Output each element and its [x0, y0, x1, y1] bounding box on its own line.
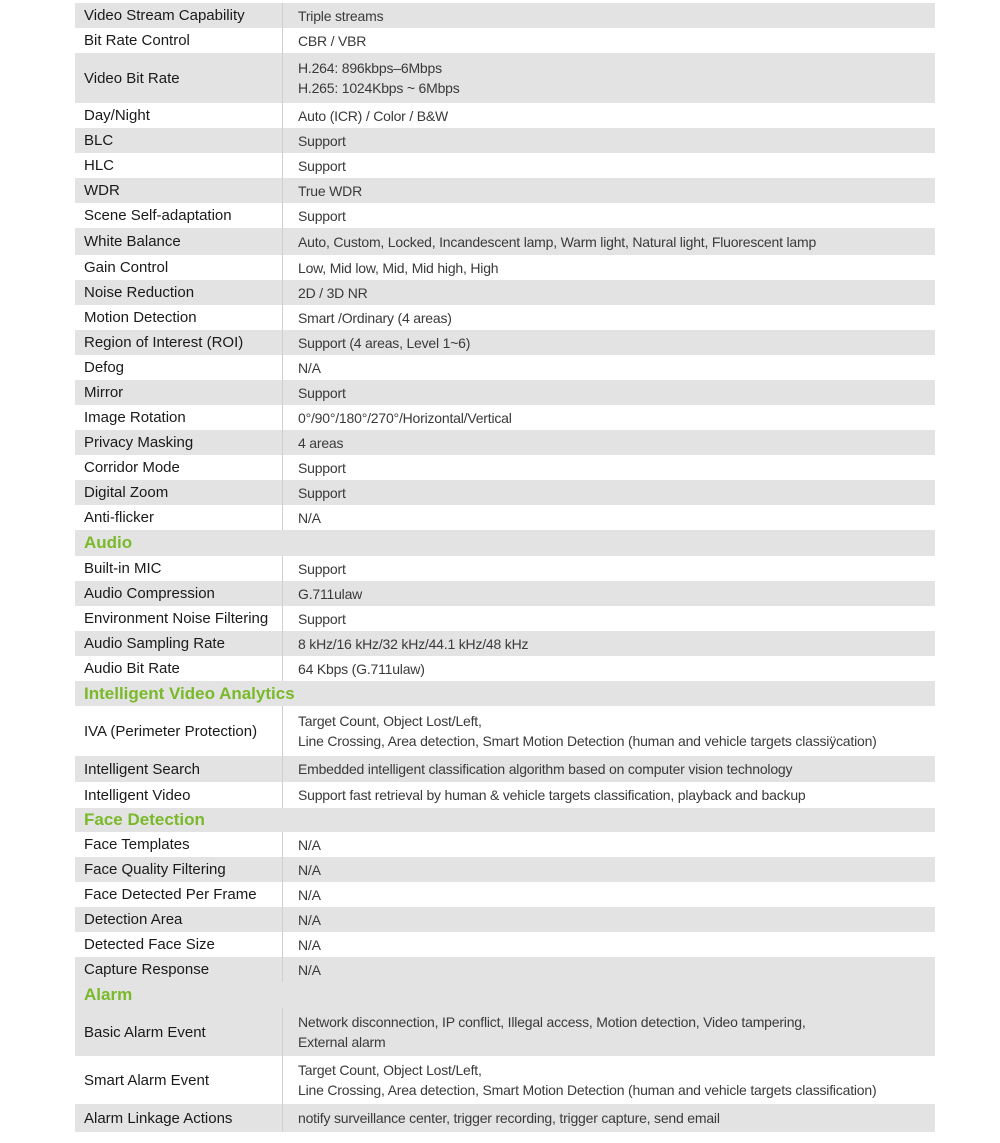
spec-value-line: N/A [298, 509, 321, 526]
spec-value [283, 581, 935, 606]
spec-value [283, 53, 935, 103]
spec-value [283, 706, 935, 756]
spec-label: HLC [75, 153, 283, 178]
section-header [75, 808, 935, 832]
spec-label: Privacy Masking [75, 430, 283, 455]
spec-label: Noise Reduction [75, 280, 283, 305]
spec-value [283, 203, 935, 228]
spec-value [283, 228, 935, 255]
spec-value-line: H.265: 1024Kbps ~ 6Mbps [298, 80, 460, 96]
section-header [75, 530, 935, 556]
spec-row [75, 1104, 935, 1132]
spec-label: WDR [75, 178, 283, 203]
spec-row [75, 405, 935, 430]
spec-value [283, 430, 935, 455]
section-header [75, 982, 935, 1008]
spec-label: Anti-flicker [75, 505, 283, 530]
spec-row [75, 455, 935, 480]
spec-row [75, 1056, 935, 1104]
spec-value-line: N/A [298, 359, 321, 376]
spec-label: Region of Interest (ROI) [75, 330, 283, 355]
spec-row [75, 203, 935, 228]
spec-value [283, 782, 935, 808]
spec-row [75, 832, 935, 857]
spec-value-line: G.711ulaw [298, 585, 363, 602]
spec-label: Defog [75, 355, 283, 380]
spec-value-line: Support [298, 610, 346, 627]
spec-label: Face Detected Per Frame [75, 882, 283, 907]
spec-value-line: True WDR [298, 182, 362, 199]
spec-value-line: Target Count, Object Lost/Left, [298, 713, 482, 729]
spec-value [283, 857, 935, 882]
spec-value-line: Auto (ICR) / Color / B&W [298, 107, 449, 124]
spec-value [283, 606, 935, 631]
spec-label: Audio Compression [75, 581, 283, 606]
spec-value-line: notify surveillance center, trigger recording, trigger capture, send email [298, 1110, 720, 1126]
spec-value [283, 380, 935, 405]
spec-row [75, 1008, 935, 1056]
spec-row [75, 103, 935, 128]
spec-value-line: Auto, Custom, Locked, Incandescent lamp, Warm light, Natural light, Fluorescent lamp [298, 233, 817, 250]
section-title: Alarm [84, 985, 133, 1004]
section-title: Audio [84, 533, 133, 552]
spec-value-line: 2D / 3D NR [298, 284, 368, 301]
spec-value [283, 3, 935, 28]
spec-row [75, 305, 935, 330]
spec-value-line: 64 Kbps (G.711ulaw) [298, 660, 425, 677]
spec-row [75, 606, 935, 631]
spec-value-line: N/A [298, 886, 321, 903]
spec-value-line: 8 kHz/16 kHz/32 kHz/44.1 kHz/48 kHz [298, 635, 529, 652]
spec-row [75, 128, 935, 153]
spec-value-line: Support fast retrieval by human & vehicle targets classification, playback and backup [298, 787, 806, 803]
spec-value-line: Network disconnection, IP conflict, Illegal access, Motion detection, Video tampering, [298, 1014, 806, 1030]
spec-label: Intelligent Video [75, 782, 283, 808]
spec-label: Digital Zoom [75, 480, 283, 505]
spec-label: Bit Rate Control [75, 28, 283, 53]
section-title: Intelligent Video Analytics [84, 683, 295, 703]
spec-label: Environment Noise Filtering [75, 606, 283, 631]
spec-value [283, 355, 935, 380]
spec-value [283, 480, 935, 505]
spec-label: Video Bit Rate [75, 53, 283, 103]
spec-value-line: N/A [298, 911, 321, 928]
spec-value-line: Support [298, 157, 346, 174]
spec-value-line: N/A [298, 836, 321, 853]
spec-value [283, 1056, 935, 1104]
spec-label: Gain Control [75, 255, 283, 280]
spec-label: Scene Self-adaptation [75, 203, 283, 228]
spec-value [283, 907, 935, 932]
spec-row [75, 782, 935, 808]
spec-row [75, 153, 935, 178]
spec-row [75, 330, 935, 355]
spec-value [283, 631, 935, 656]
spec-label: Video Stream Capability [75, 3, 283, 28]
spec-value [283, 330, 935, 355]
spec-value-line: Line Crossing, Area detection, Smart Motion Detection (human and vehicle targets classification) [298, 1082, 877, 1098]
spec-row [75, 857, 935, 882]
spec-row [75, 53, 935, 103]
spec-label: Audio Sampling Rate [75, 631, 283, 656]
spec-label: Day/Night [75, 103, 283, 128]
spec-row [75, 255, 935, 280]
spec-value-line: Low, Mid low, Mid, Mid high, High [298, 259, 499, 276]
spec-value-line: Support [298, 459, 346, 476]
spec-value [283, 305, 935, 330]
spec-value-line: Support [298, 132, 346, 149]
spec-value [283, 455, 935, 480]
spec-value-line: H.264: 896kbps–6Mbps [298, 60, 442, 76]
spec-label: Motion Detection [75, 305, 283, 330]
spec-label: Image Rotation [75, 405, 283, 430]
spec-label: BLC [75, 128, 283, 153]
spec-value [283, 1104, 935, 1132]
spec-row [75, 380, 935, 405]
spec-value-line: N/A [298, 861, 321, 878]
spec-value-line: Line Crossing, Area detection, Smart Motion Detection (human and vehicle targets classiÿcation) [298, 733, 877, 749]
spec-row [75, 631, 935, 656]
spec-row [75, 28, 935, 53]
spec-label: White Balance [75, 228, 283, 255]
spec-label: Corridor Mode [75, 455, 283, 480]
spec-value-line: Smart /Ordinary (4 areas) [298, 309, 452, 326]
spec-value [283, 882, 935, 907]
spec-value-line: Embedded intelligent classification algorithm based on computer vision technology [298, 761, 793, 777]
spec-row [75, 355, 935, 380]
spec-value-line: Support (4 areas, Level 1~6) [298, 334, 471, 351]
spec-row [75, 932, 935, 957]
spec-row [75, 430, 935, 455]
spec-value [283, 505, 935, 530]
spec-label: Smart Alarm Event [75, 1056, 283, 1104]
spec-value-line: Support [298, 384, 346, 401]
spec-value [283, 556, 935, 581]
spec-value-line: N/A [298, 961, 321, 978]
spec-value [283, 153, 935, 178]
spec-value-line: 0°/90°/180°/270°/Horizontal/Vertical [298, 409, 512, 426]
spec-value [283, 405, 935, 430]
spec-value-line: CBR / VBR [298, 32, 367, 49]
spec-value-line: Target Count, Object Lost/Left, [298, 1062, 482, 1078]
spec-label: Basic Alarm Event [75, 1008, 283, 1056]
spec-value [283, 103, 935, 128]
spec-row [75, 581, 935, 606]
spec-value-line: External alarm [298, 1034, 386, 1050]
spec-label: Audio Bit Rate [75, 656, 283, 681]
spec-label: Built-in MIC [75, 556, 283, 581]
spec-row [75, 505, 935, 530]
spec-value-line: Support [298, 207, 346, 224]
spec-value [283, 128, 935, 153]
spec-value [283, 280, 935, 305]
spec-row [75, 706, 935, 756]
spec-label: Detected Face Size [75, 932, 283, 957]
spec-label: Mirror [75, 380, 283, 405]
spec-row [75, 957, 935, 982]
spec-value [283, 178, 935, 203]
spec-label: Intelligent Search [75, 756, 283, 782]
spec-value-line: Support [298, 484, 346, 501]
spec-value-line: 4 areas [298, 434, 344, 451]
spec-value [283, 656, 935, 681]
spec-label: Face Templates [75, 832, 283, 857]
spec-row [75, 882, 935, 907]
spec-value [283, 255, 935, 280]
spec-row [75, 556, 935, 581]
spec-row [75, 178, 935, 203]
spec-row [75, 907, 935, 932]
spec-row [75, 3, 935, 28]
spec-value [283, 28, 935, 53]
spec-value [283, 756, 935, 782]
spec-label: Capture Response [75, 957, 283, 982]
spec-value-line: N/A [298, 936, 321, 953]
spec-row [75, 656, 935, 681]
spec-row [75, 280, 935, 305]
spec-value-line: Triple streams [298, 7, 384, 24]
spec-value-line: Support [298, 560, 346, 577]
spec-row [75, 756, 935, 782]
spec-table [75, 3, 935, 1132]
section-title: Face Detection [84, 810, 205, 829]
spec-label: Alarm Linkage Actions [75, 1104, 283, 1132]
spec-value [283, 1008, 935, 1056]
spec-label: Face Quality Filtering [75, 857, 283, 882]
spec-label: Detection Area [75, 907, 283, 932]
spec-row [75, 480, 935, 505]
spec-value [283, 957, 935, 982]
spec-value [283, 932, 935, 957]
spec-value [283, 832, 935, 857]
section-header [75, 681, 935, 706]
spec-row [75, 228, 935, 255]
spec-label: IVA (Perimeter Protection) [75, 706, 283, 756]
